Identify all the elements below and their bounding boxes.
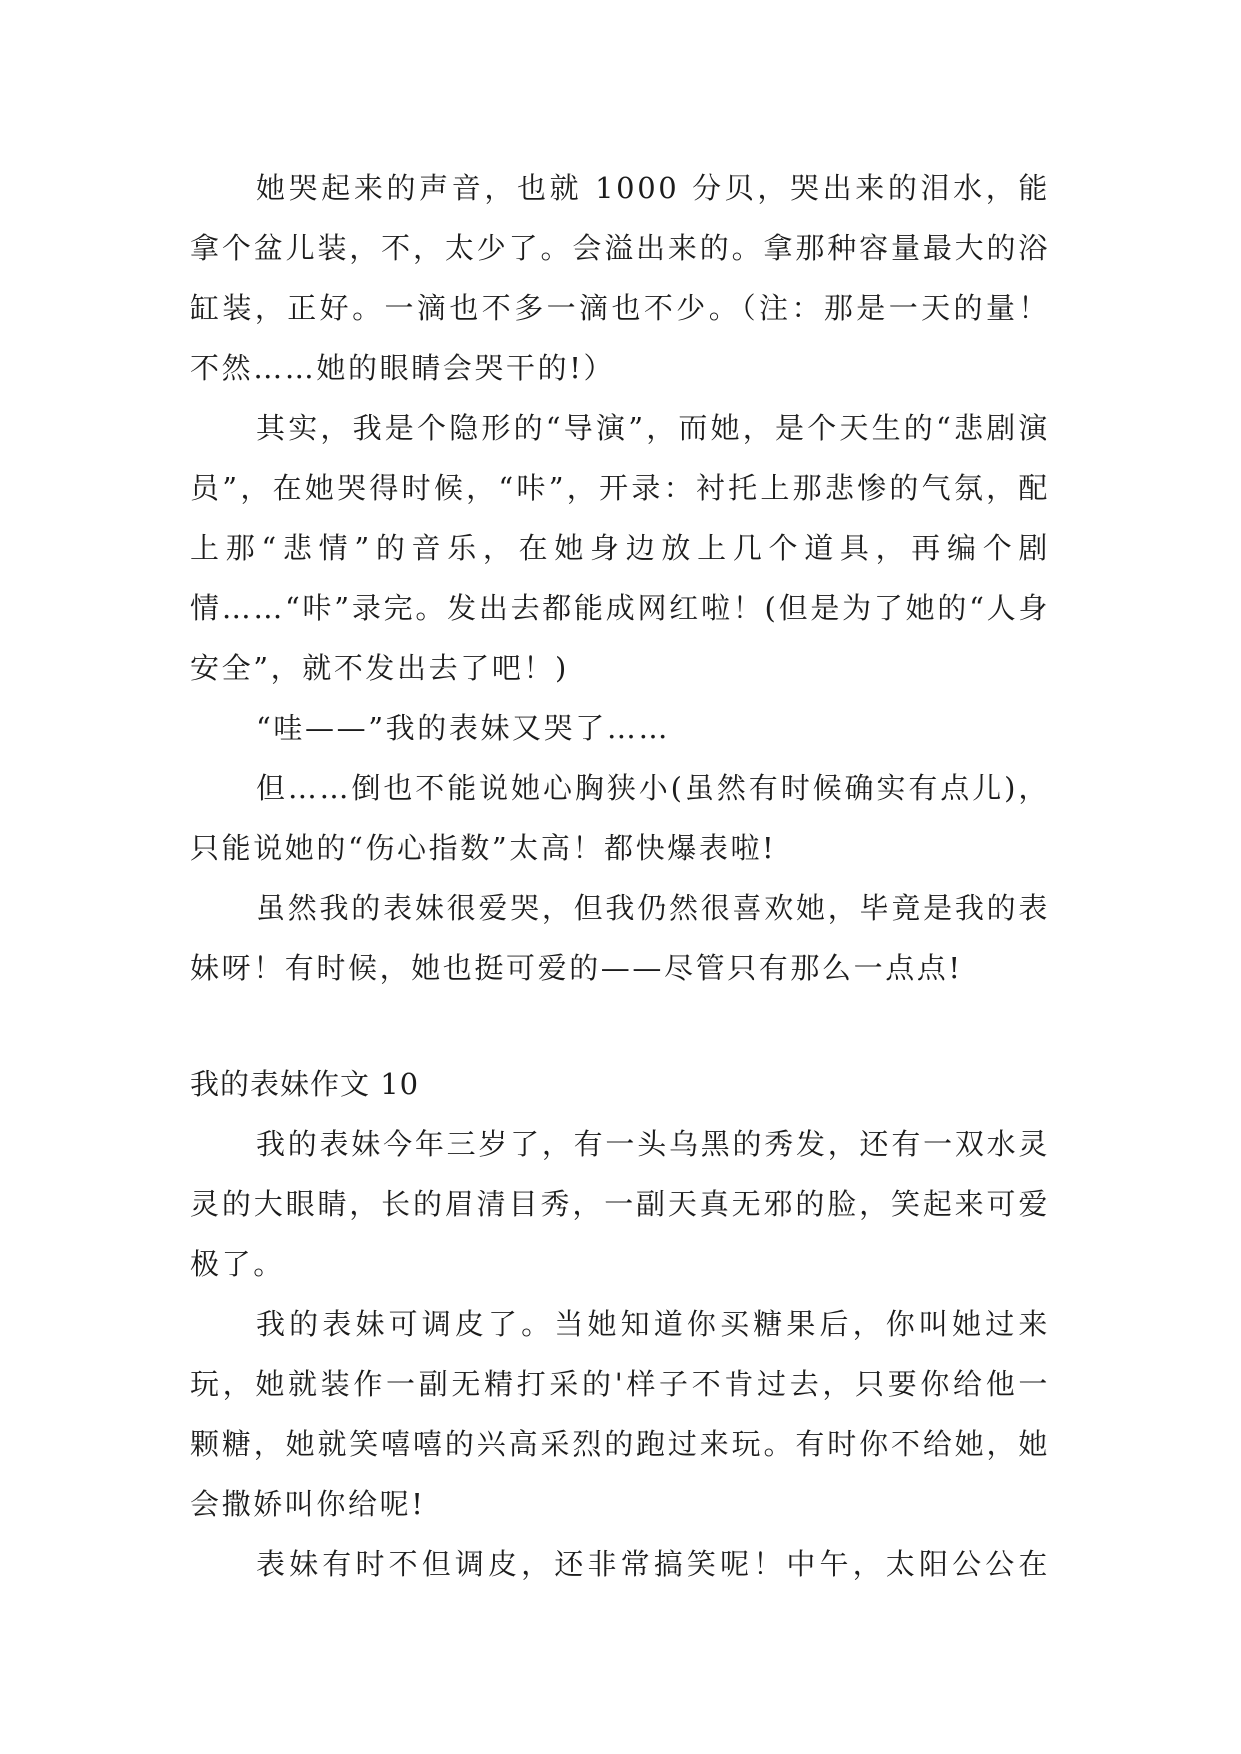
essay-heading: 我的表妹作文 10 [190, 1067, 420, 1101]
paragraph-cousin-naughty: 我的表妹可调皮了。当她知道你买糖果后，你叫她过来玩，她就装作一副无精打采的'样子不肯过去，只要你给他一颗糖，她就笑嘻嘻的兴高采烈的跑过来玩。有时你不给她，她会撒娇叫你给呢! [190, 1307, 1050, 1521]
document-page [190, 158, 1050, 1594]
paragraph-crying-again: “哇——”我的表妹又哭了…… [256, 711, 671, 745]
paragraph-sadness-index: 但……倒也不能说她心胸狭小(虽然有时候确实有点儿)，只能说她的“伤心指数”太高！都快爆表啦! [190, 771, 1050, 865]
paragraph-still-like-her: 虽然我的表妹很爱哭，但我仍然很喜欢她，毕竟是我的表妹呀！有时候，她也挺可爱的——尽管只有那么一点点! [190, 891, 1050, 985]
paragraph-cousin-appearance: 我的表妹今年三岁了，有一头乌黑的秀发，还有一双水灵灵的大眼睛，长的眉清目秀，一副天真无邪的脸，笑起来可爱极了。 [190, 1127, 1050, 1281]
paragraph-cousin-funny: 表妹有时不但调皮，还非常搞笑呢！中午，太阳公公在 [256, 1547, 1050, 1581]
paragraph-crying-volume: 她哭起来的声音，也就 1000 分贝，哭出来的泪水，能拿个盆儿装，不，太少了。会溢出来的。拿那种容量最大的浴缸装，正好。一滴也不多一滴也不少。（注：那是一天的量！不然……她的眼睛会哭干的!） [190, 171, 1050, 385]
paragraph-director: 其实，我是个隐形的“导演”，而她，是个天生的“悲剧演员”，在她哭得时候，“咔”，开录：衬托上那悲惨的气氛，配上那“悲情”的音乐，在她身边放上几个道具，再编个剧情……“咔”录完。发出去都能成网红啦！(但是为了她的“人身安全”，就不发出去了吧！) [190, 411, 1050, 685]
